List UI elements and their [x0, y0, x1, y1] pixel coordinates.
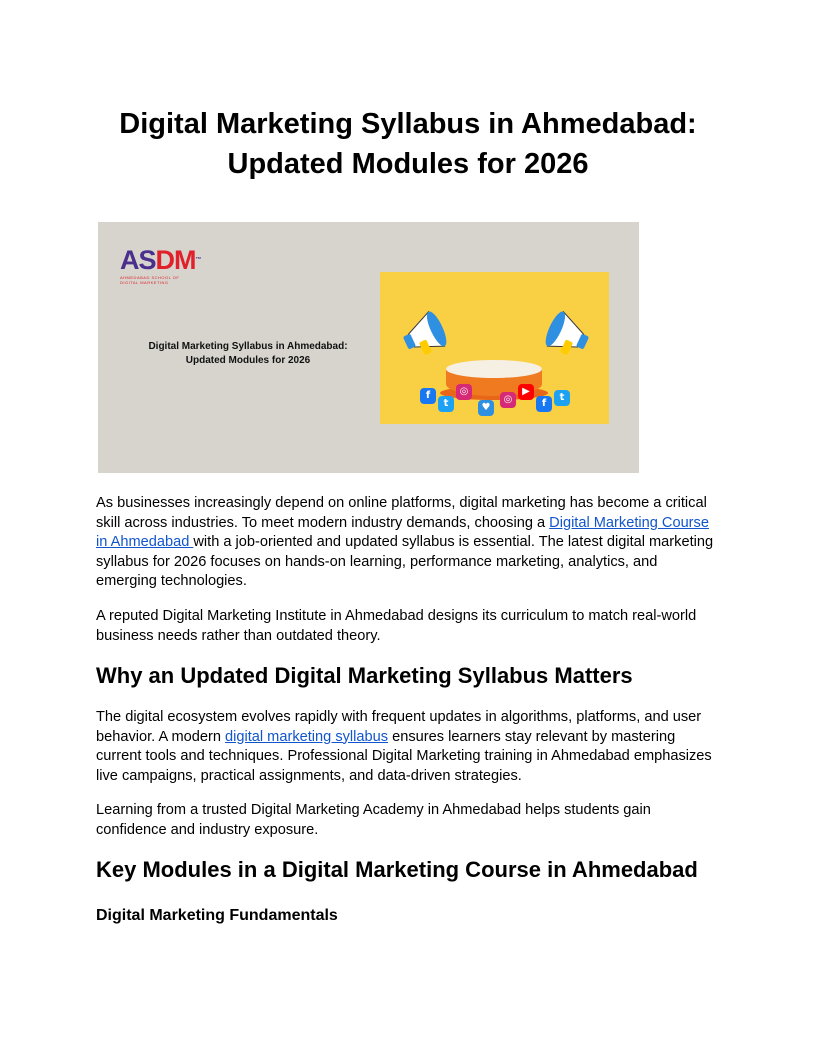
banner-caption: Digital Marketing Syllabus in Ahmedabad: Updated Modules for 2026 — [148, 341, 348, 366]
hero-banner-image — [98, 222, 639, 473]
logo-subtitle: AHMEDABAD SCHOOL OF DIGITAL MARKETING — [120, 275, 180, 285]
youtube-icon: ▶ — [518, 384, 534, 400]
intro-paragraph: As businesses increasingly depend on online platforms, digital marketing has become a critical skill across industries. To meet modern industry demands, choosing a Digital Marketing Course in Ahmedabad with a job-oriented and updated syllabus is essential. The latest digital marketing syllabus for 2026 focuses on hands-on learning, performance marketing, analytics, and emerging technologies. — [96, 495, 714, 589]
like-icon: ♥ — [478, 400, 494, 416]
title-line-1: Digital Marketing Syllabus in Ahmedabad: — [119, 108, 697, 140]
logo-mark: ASDM™ — [120, 245, 201, 275]
digital-marketing-course-link[interactable]: Digital Marketing Course in Ahmedabad — [96, 514, 709, 550]
document-title — [96, 104, 720, 184]
institute-paragraph: A reputed Digital Marketing Institute in Ahmedabad designs its curriculum to match real-world business needs rather than outdated theory. — [96, 608, 697, 644]
pedestal-top — [446, 360, 542, 378]
facebook-icon: f — [536, 396, 552, 412]
twitter-icon: t — [438, 396, 454, 412]
megaphone-icon — [395, 303, 461, 365]
twitter-icon: t — [554, 390, 570, 406]
instagram-icon: ◎ — [456, 384, 472, 400]
academy-paragraph: Learning from a trusted Digital Marketing Academy in Ahmedabad helps students gain confidence and industry exposure. — [96, 802, 651, 838]
facebook-icon: f — [420, 388, 436, 404]
ecosystem-paragraph: The digital ecosystem evolves rapidly with frequent updates in algorithms, platforms, and user behavior. A modern digital marketing syllabus ensures learners stay relevant by mastering current tools and techniques. Professional Digital Marketing training in Ahmedabad emphasizes live campaigns, practical assignments, and data-driven strategies. — [96, 709, 712, 784]
digital-marketing-syllabus-link[interactable]: digital marketing syllabus — [225, 728, 389, 745]
section-heading-why-updated: Why an Updated Digital Marketing Syllabus Matters — [96, 663, 633, 688]
subheading-fundamentals: Digital Marketing Fundamentals — [96, 907, 338, 924]
megaphone-icon — [531, 303, 597, 365]
social-media-illustration — [380, 272, 609, 424]
asdm-logo — [120, 246, 201, 285]
title-line-2: Updated Modules for 2026 — [227, 148, 589, 180]
instagram-icon: ◎ — [500, 392, 516, 408]
section-heading-key-modules: Key Modules in a Digital Marketing Course in Ahmedabad — [96, 857, 698, 882]
